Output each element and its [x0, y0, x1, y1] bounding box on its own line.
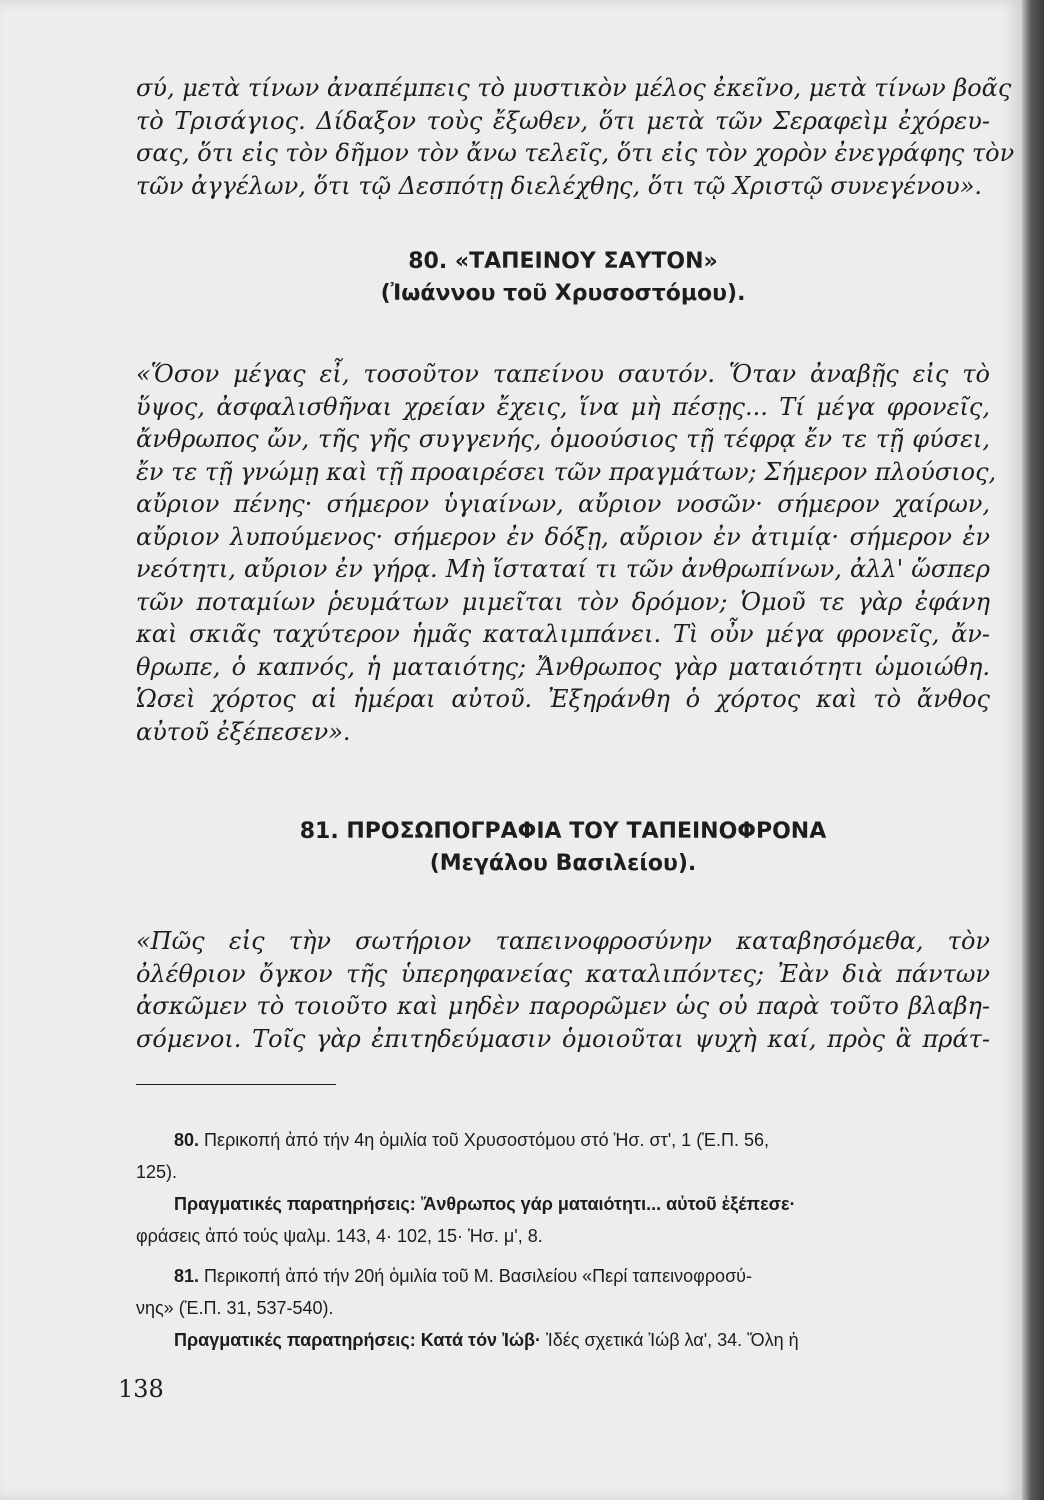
text-line: σας, ὅτι εἰς τὸν δῆμον τὸν ἄνω τελεῖς, ὅτι εἰς τὸν χορὸν ἐνεγράφης τὸν	[136, 139, 1015, 167]
observations-quote: Ἄνθρωπος γάρ ματαιότητι... αὐτοῦ ἐξέπεσε·	[420, 1194, 796, 1214]
text-line: ὀλέθριον ὄγκον τῆς ὑπερηφανείας καταλιπόντες; Ἐὰν διὰ πάντων	[136, 959, 990, 988]
text-line: τὸ Τρισάγιος. Δίδαξον τοὺς ἔξωθεν, ὅτι μετὰ τῶν Σεραφεὶμ ἐχόρευ-	[136, 106, 990, 135]
text-line: καὶ σκιᾶς ταχύτερον ἡμᾶς καταλιμπάνει. Τὶ οὖν μέγα φρονεῖς, ἄν-	[136, 620, 990, 648]
text-line: θρωπε, ὁ καπνός, ἡ ματαιότης; Ἄνθρωπος γὰρ ματαιότητι ὡμοιώθη.	[136, 652, 990, 681]
section-80-title: 80. «ΤΑΠΕΙΝΟΥ ΣΑΥΤΟΝ»	[408, 249, 718, 274]
footnote-80	[136, 1124, 978, 1156]
section-80-heading	[136, 246, 990, 310]
observations-label: Πραγματικές παρατηρήσεις:	[174, 1330, 416, 1350]
footnote-81-cont: νης» (Ἑ.Π. 31, 537-540).	[136, 1298, 334, 1318]
footnote-number: 81.	[174, 1266, 200, 1286]
observations-label: Πραγματικές παρατηρήσεις:	[174, 1194, 416, 1214]
footnote-81	[136, 1260, 978, 1292]
section-81-subtitle: (Μεγάλου Βασιλείου).	[429, 851, 697, 876]
text-line: σύ, μετὰ τίνων ἀναπέμπεις τὸ μυστικὸν μέλος ἐκεῖνο, μετὰ τίνων βοᾶς	[136, 74, 1012, 102]
footnote-80-obs-cont: φράσεις ἀπό τούς ψαλμ. 143, 4· 102, 15· Ἡσ. μ', 8.	[136, 1226, 543, 1246]
text-line: αὔριον λυπούμενος· σήμερον ἐν δόξῃ, αὔριον ἐν ἀτιμίᾳ· σήμερον ἐν	[136, 522, 990, 551]
text-line: «Ὅσον μέγας εἶ, τοσοῦτον ταπείνου σαυτόν. Ὅταν ἀναβῇς εἰς τὸ	[136, 360, 990, 388]
section-80-text	[136, 358, 997, 748]
text-line: «Πῶς εἰς τὴν σωτήριον ταπεινοφροσύνην καταβησόμεθα, τὸν	[136, 927, 990, 955]
section-81-text	[136, 925, 990, 1055]
footnote-80-observations	[136, 1188, 978, 1220]
footnote-text: Περικοπή ἀπό τήν 4η ὁμιλία τοῦ Χρυσοστόμου στό Ἡσ. στ', 1 (Ἑ.Π. 56,	[204, 1130, 769, 1150]
text-line: ὕψος, ἀσφαλισθῆναι χρείαν ἔχεις, ἵνα μὴ πέσῃς... Τί μέγα φρονεῖς,	[136, 392, 990, 421]
text-line: Ὡσεὶ χόρτος αἱ ἡμέραι αὐτοῦ. Ἐξηράνθη ὁ χόρτος καὶ τὸ ἄνθος	[136, 685, 990, 713]
section-80-subtitle: (Ἰωάννου τοῦ Χρυσοστόμου).	[380, 281, 746, 306]
opening-paragraph	[136, 72, 1015, 202]
text-line: ἀσκῶμεν τὸ τοιοῦτο καὶ μηδὲν παρορῶμεν ὡς οὐ παρὰ τοῦτο βλαβη-	[136, 992, 990, 1020]
page-edge-shadow	[1022, 0, 1044, 1500]
text-line: νεότητι, αὔριον ἐν γήρᾳ. Μὴ ἵσταταί τι τῶν ἀνθρωπίνων, ἀλλ' ὥσπερ	[136, 555, 990, 583]
page-number: 138	[118, 1375, 164, 1403]
footnote-number: 80.	[174, 1130, 200, 1150]
footnote-text: Περικοπή ἀπό τήν 20ή ὁμιλία τοῦ Μ. Βασιλείου «Περί ταπεινοφροσύ-	[204, 1266, 753, 1286]
text-line: ἔν τε τῇ γνώμῃ καὶ τῇ προαιρέσει τῶν πραγμάτων; Σήμερον πλούσιος,	[136, 457, 997, 486]
footnotes	[136, 1124, 978, 1356]
text-line: ἄνθρωπος ὤν, τῆς γῆς συγγενής, ὁμοούσιος τῇ τέφρᾳ ἔν τε τῇ φύσει,	[136, 425, 990, 453]
text-line: τῶν ποταμίων ῥευμάτων μιμεῖται τὸν δρόμον; Ὁμοῦ τε γὰρ ἐφάνη	[136, 587, 990, 616]
observations-text: Ἰδές σχετικά Ἰώβ λα', 34. Ὅλη ἡ	[546, 1330, 799, 1350]
observations-quote: Κατά τόν Ἰώβ·	[420, 1330, 542, 1350]
text-line: αὔριον πένης· σήμερον ὑγιαίνων, αὔριον νοσῶν· σήμερον χαίρων,	[136, 490, 990, 518]
footnote-81-observations	[136, 1324, 978, 1356]
text-line: αὐτοῦ ἐξέπεσεν».	[136, 717, 351, 746]
text-line: τῶν ἀγγέλων, ὅτι τῷ Δεσπότῃ διελέχθης, ὅτι τῷ Χριστῷ συνεγένου».	[136, 171, 983, 200]
section-81-heading	[136, 816, 990, 880]
section-81-title: 81. ΠΡΟΣΩΠΟΓΡΑΦΙΑ ΤΟΥ ΤΑΠΕΙΝΟΦΡΟΝΑ	[299, 819, 827, 844]
footnote-divider	[136, 1084, 336, 1085]
text-line: σόμενοι. Τοῖς γὰρ ἐπιτηδεύμασιν ὁμοιοῦται ψυχὴ καί, πρὸς ἃ πράτ-	[136, 1024, 990, 1053]
footnote-80-cont: 125).	[136, 1162, 178, 1182]
